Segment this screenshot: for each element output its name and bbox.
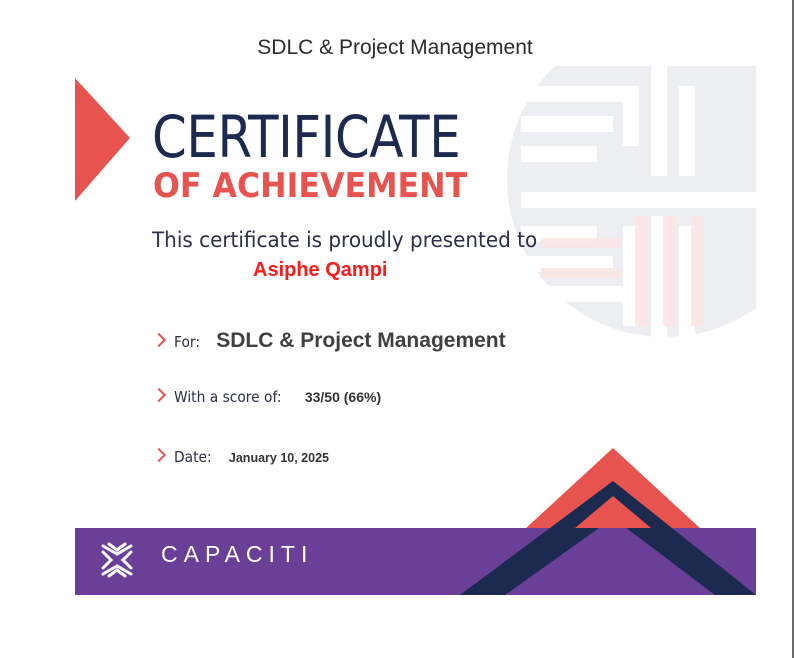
recipient-name: Asiphe Qampi xyxy=(253,259,388,281)
watermark-emblem xyxy=(507,66,756,346)
chevron-right-icon xyxy=(152,333,166,347)
certificate-subheading: OF ACHIEVEMENT xyxy=(153,166,468,206)
presented-text: This certificate is proudly presented to xyxy=(152,228,538,252)
certificate xyxy=(75,66,756,595)
for-value: SDLC & Project Management xyxy=(216,329,506,352)
date-value: January 10, 2025 xyxy=(228,451,329,465)
chevron-right-icon xyxy=(152,388,166,402)
for-row xyxy=(154,329,506,353)
left-chevron-shape xyxy=(75,78,130,201)
capaciti-logo-icon xyxy=(97,540,137,580)
date-label: Date: xyxy=(174,448,212,466)
score-label: With a score of: xyxy=(174,388,282,406)
score-value: 33/50 (66%) xyxy=(304,389,382,405)
chevron-right-icon xyxy=(152,448,166,462)
for-label: For: xyxy=(174,333,200,351)
brand-name: CAPACITI xyxy=(161,541,314,567)
document-title: SDLC & Project Management xyxy=(257,36,533,59)
certificate-heading: CERTIFICATE xyxy=(152,103,461,171)
score-row xyxy=(154,388,381,406)
date-row xyxy=(154,448,329,466)
